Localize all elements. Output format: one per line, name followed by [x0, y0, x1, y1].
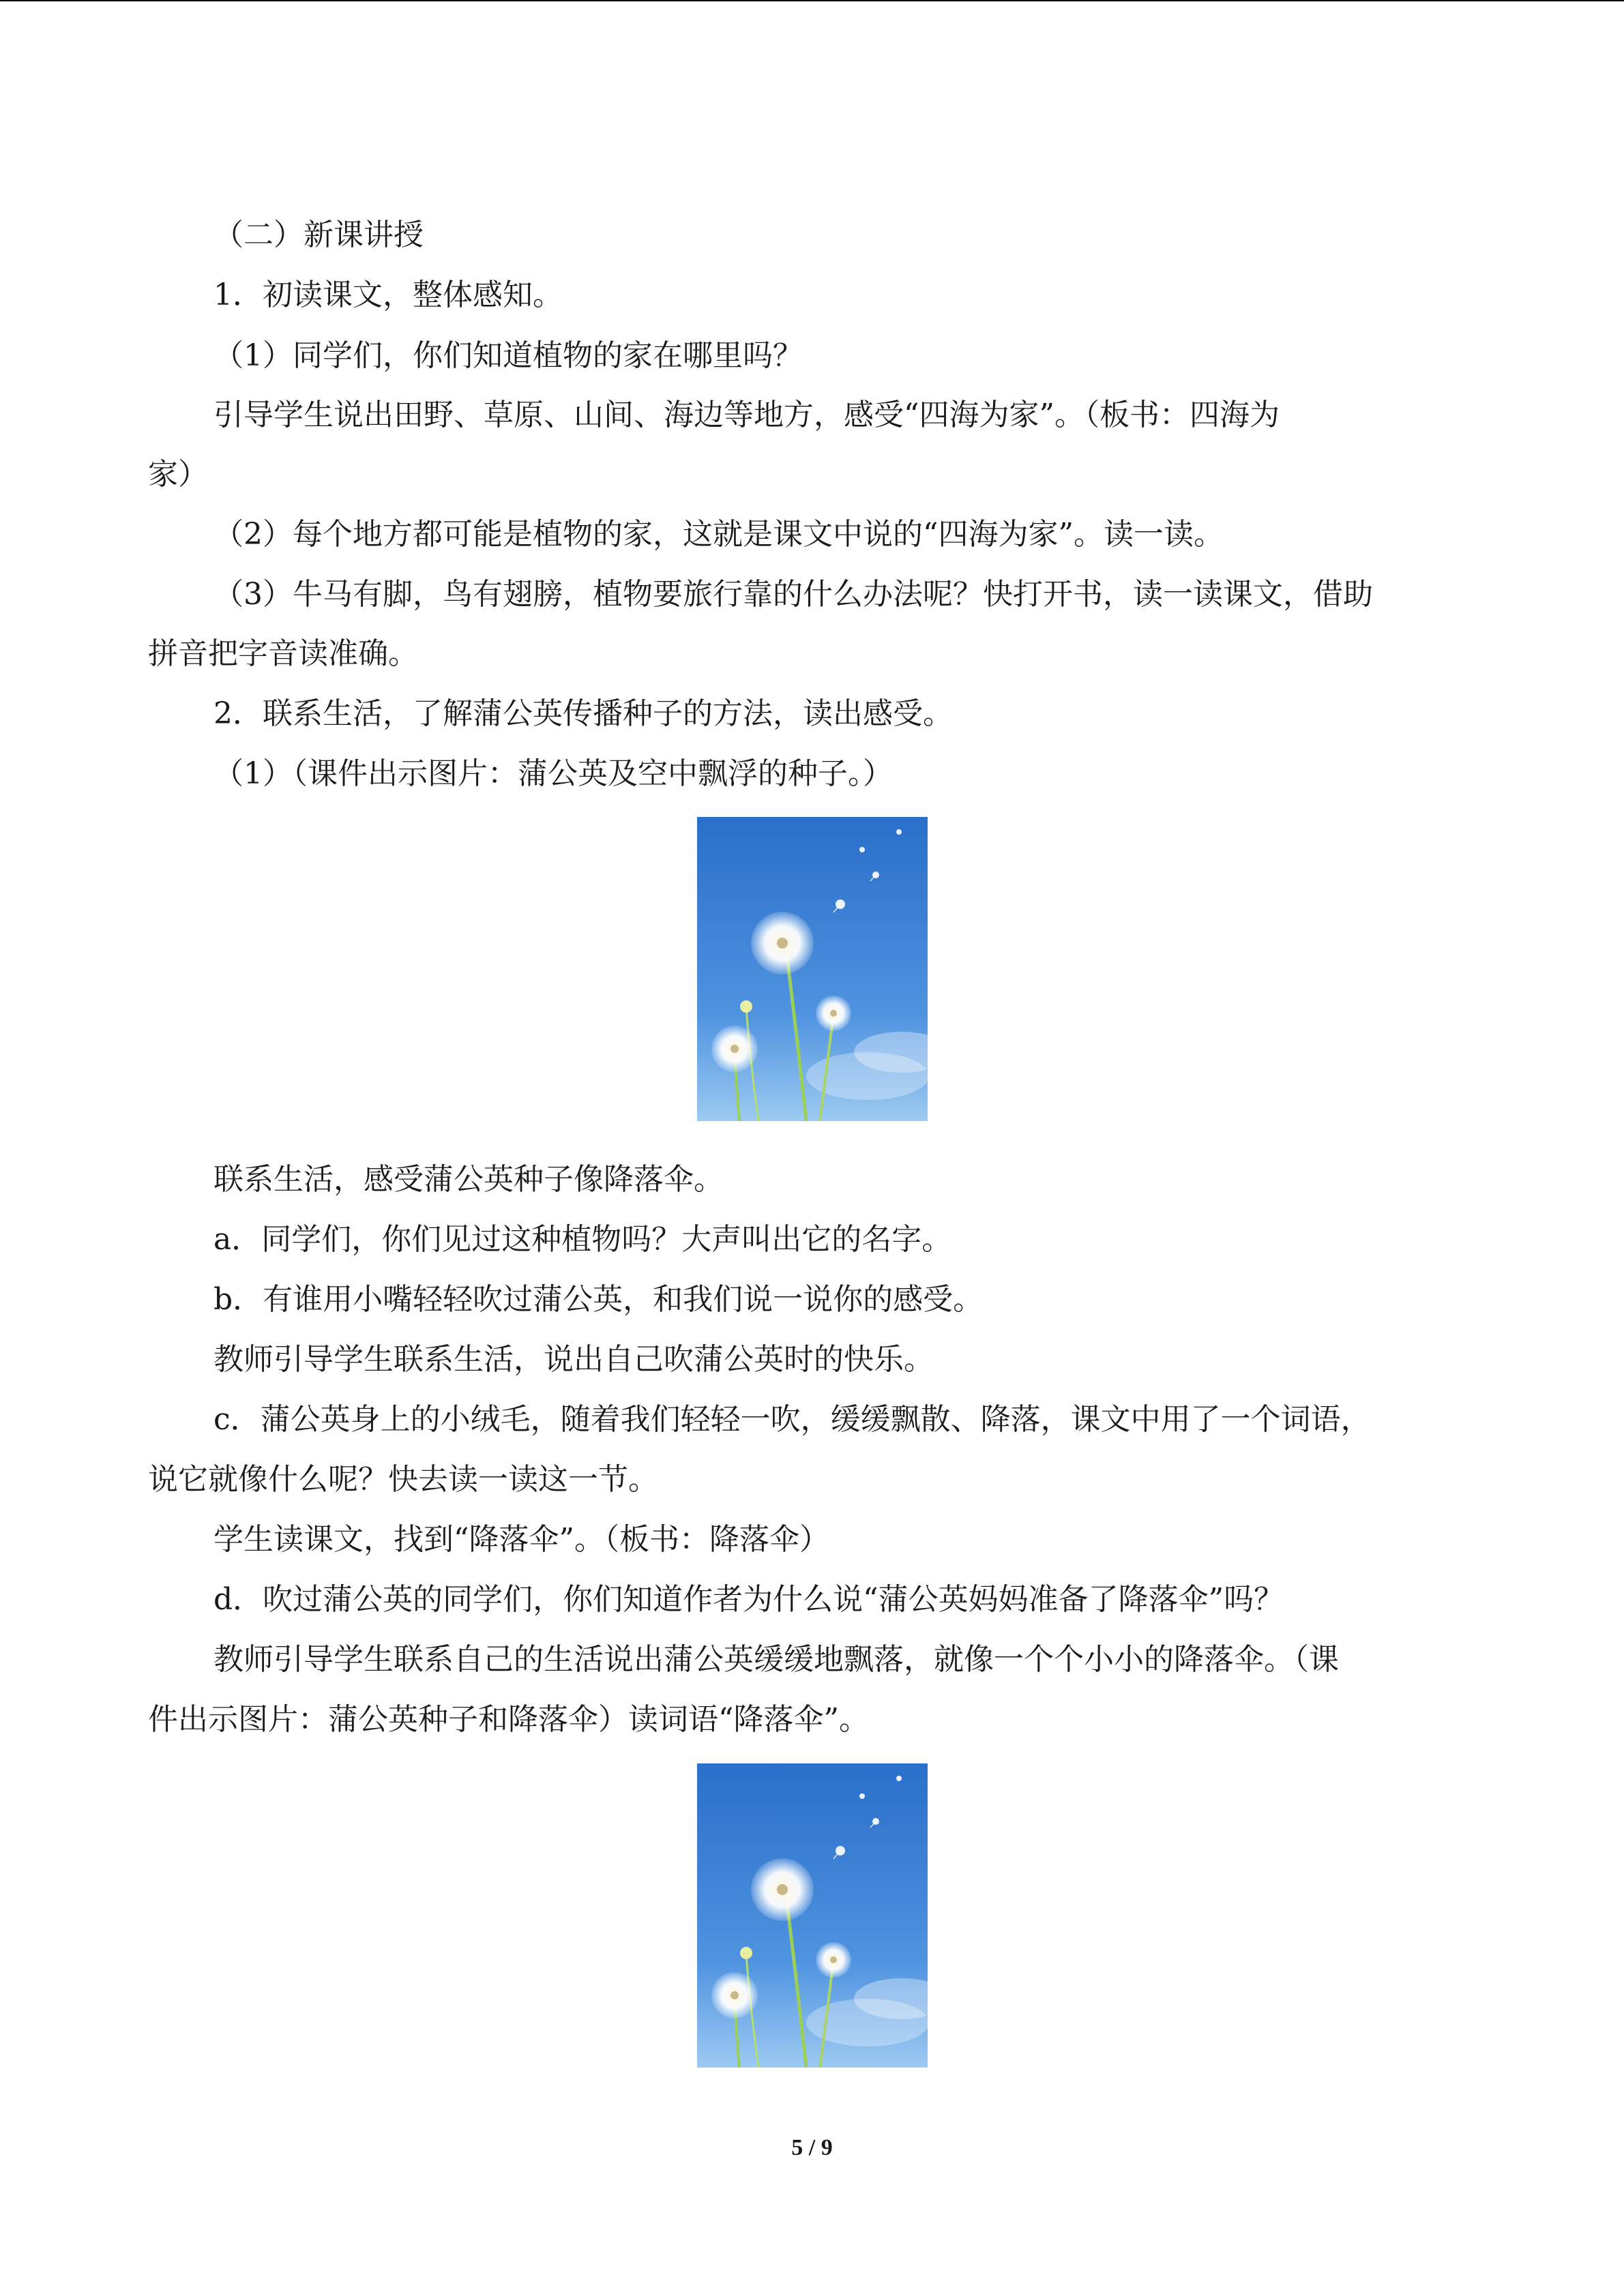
question-2: （2）每个地方都可能是植物的家，这就是课文中说的“四海为家”。读一读。	[213, 517, 1224, 552]
dandelion-image-2	[697, 1763, 928, 2068]
student-note: 学生读课文，找到“降落伞”。（板书：降落伞）	[213, 1522, 829, 1557]
question-3-line-1: （3）牛马有脚，鸟有翅膀，植物要旅行靠的什么办法呢？快打开书，读一读课文，借助	[213, 577, 1373, 612]
dandelion-image-1	[697, 817, 928, 1121]
item-d: d．吹过蒲公英的同学们，你们知道作者为什么说“蒲公英妈妈准备了降落伞”吗？	[213, 1582, 1284, 1617]
step-1-heading: 1．初读课文，整体感知。	[213, 278, 563, 312]
step-2-heading: 2．联系生活，了解蒲公英传播种子的方法，读出感受。	[213, 696, 953, 731]
teacher-note-2-line-2: 件出示图片：蒲公英种子和降落伞）读词语“降落伞”。	[148, 1702, 869, 1737]
sub-item-1: （1）（课件出示图片：蒲公英及空中飘浮的种子。）	[213, 756, 893, 791]
teacher-note-2-line-1: 教师引导学生联系自己的生活说出蒲公英缓缓地飘落，就像一个个小小的降落伞。（课	[213, 1642, 1339, 1677]
section-heading: （二）新课讲授	[213, 218, 424, 252]
question-1: （1）同学们，你们知道植物的家在哪里吗？	[213, 338, 803, 373]
item-b: b．有谁用小嘴轻轻吹过蒲公英，和我们说一说你的感受。	[213, 1282, 984, 1317]
paragraph-1-line-1: 引导学生说出田野、草原、山间、海边等地方，感受“四海为家”。（板书：四海为	[213, 398, 1280, 432]
page-top-border	[0, 0, 1624, 1]
item-a: a．同学们，你们见过这种植物吗？大声叫出它的名字。	[213, 1222, 952, 1257]
item-c-line-1: c．蒲公英身上的小绒毛，随着我们轻轻一吹，缓缓飘散、降落，课文中用了一个词语，	[213, 1402, 1371, 1437]
item-c-line-2: 说它就像什么呢？快去读一读这一节。	[148, 1462, 658, 1497]
page-number: 5 / 9	[791, 2135, 833, 2160]
after-figure-1: 联系生活，感受蒲公英种子像降落伞。	[213, 1162, 724, 1197]
question-3-line-2: 拼音把字音读准确。	[148, 636, 418, 671]
teacher-note-1: 教师引导学生联系生活，说出自己吹蒲公英时的快乐。	[213, 1342, 934, 1377]
paragraph-1-line-2: 家）	[148, 457, 208, 492]
